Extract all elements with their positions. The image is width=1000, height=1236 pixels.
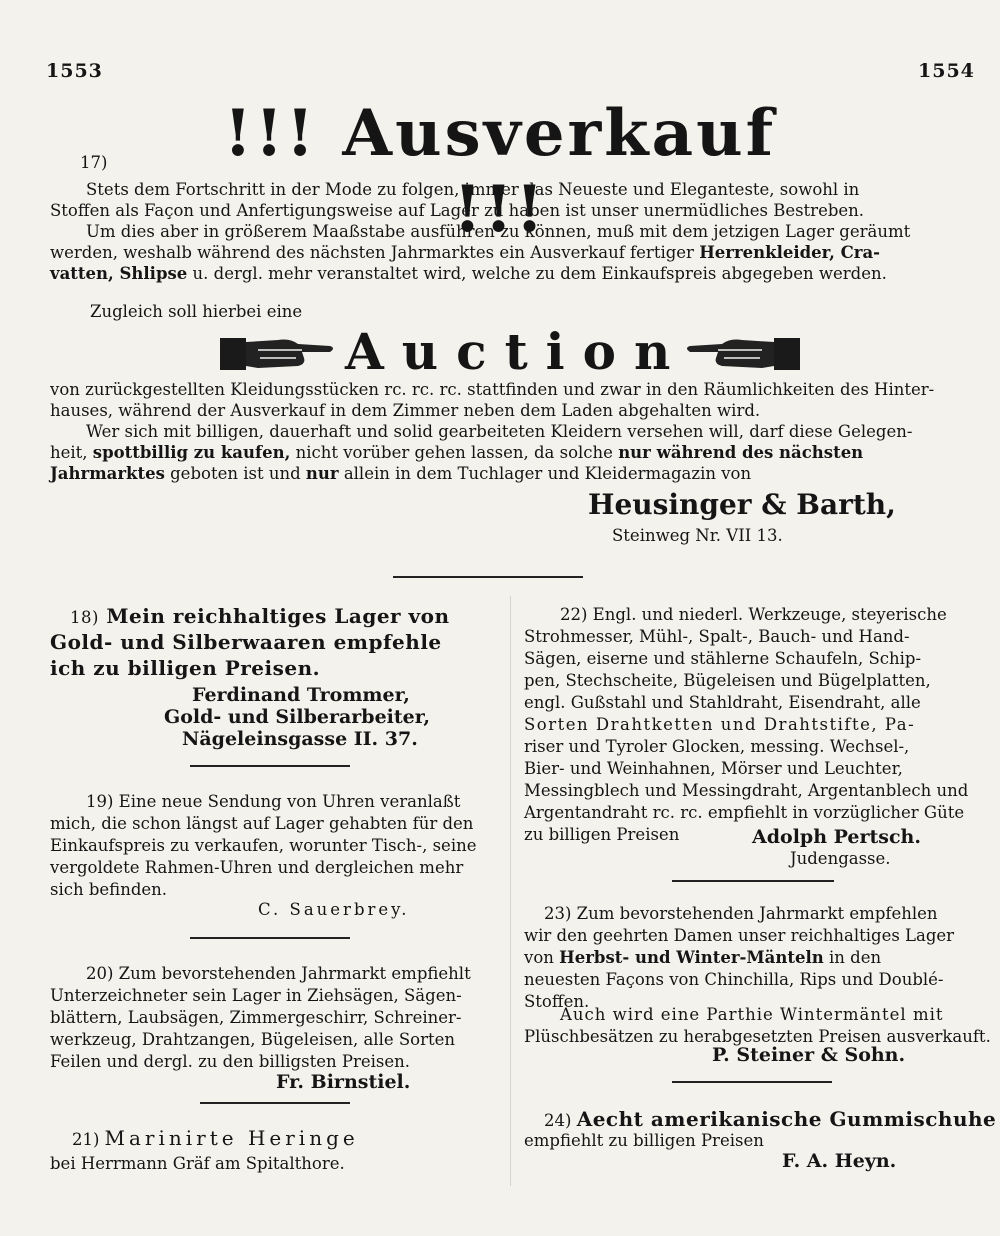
ad19-line: Einkaufspreis zu verkaufen, worunter Tisch-, seine	[50, 836, 477, 855]
ad24-title: Aecht amerikanische Gummischuhe	[576, 1107, 997, 1131]
ad17-line: Zugleich soll hierbei eine	[90, 302, 303, 321]
ad23-line	[524, 947, 980, 969]
ad20-line: werkzeug, Drahtzangen, Bügeleisen, alle Sorten	[50, 1030, 456, 1049]
ad23-line: neuesten Façons von Chinchilla, Rips und Doublé-	[524, 970, 944, 989]
naechsten-highlight: nur während des nächsten	[618, 443, 864, 462]
ad22-line: zu billigen Preisen	[524, 825, 680, 844]
ad20-line: 20) Zum bevorstehenden Jahrmarkt empfiehlt	[86, 964, 471, 983]
nur-highlight: nur	[305, 464, 339, 483]
maenteln-highlight: Herbst- und Winter-Mänteln	[559, 948, 824, 967]
ad17-number: 17)	[80, 153, 108, 172]
ad22-line: Sägen, eiserne und stählerne Schaufeln, Schip-	[524, 649, 922, 668]
spottbillig-highlight: spottbillig zu kaufen,	[92, 443, 291, 462]
ad17-line-text: heit,	[50, 443, 93, 462]
ad24-number: 24)	[544, 1111, 577, 1130]
firm-name: Heusinger & Barth,	[588, 488, 896, 521]
ad17-line	[50, 242, 980, 264]
spacer	[390, 292, 400, 293]
ad23-line: Auch wird eine Parthie Wintermäntel mit	[560, 1005, 944, 1024]
auction-title: Auction	[345, 322, 689, 381]
herrenkleider-highlight: Herrenkleider, Cra-	[699, 243, 881, 262]
ad18-signature: Nägeleinsgasse II. 37.	[182, 728, 418, 750]
ad17-line: Wer sich mit billigen, dauerhaft und solid gearbeiteten Kleidern versehen will, darf diese Gelegen-	[86, 422, 913, 441]
ad17-line	[50, 263, 980, 285]
ausverkauf-headline: !!! Ausverkauf !!!	[223, 96, 777, 247]
page-number-right: 1554	[918, 60, 975, 82]
ad17-line: hauses, während der Ausverkauf in dem Zimmer neben dem Laden abgehalten wird.	[50, 401, 761, 420]
ad17-line	[50, 463, 980, 485]
ad22-line: Argentandraht rc. rc. empfiehlt in vorzüglicher Güte	[524, 803, 965, 822]
ad23-line-text: von	[524, 948, 560, 967]
jahrmarktes-highlight: Jahrmarktes	[50, 464, 165, 483]
ad22-line: riser und Tyroler Glocken, messing. Wechsel-,	[524, 737, 910, 756]
ad19-line: vergoldete Rahmen-Uhren und dergleichen mehr	[50, 858, 464, 877]
firm-address: Steinweg Nr. VII 13.	[612, 526, 783, 545]
ad23-line: wir den geehrten Damen unser reichhaltiges Lager	[524, 926, 955, 945]
column-separator	[510, 596, 511, 1186]
ad21-title-line	[72, 1126, 359, 1151]
ad18-signature: Gold- und Silberarbeiter,	[164, 706, 430, 728]
ad19-line: 19) Eine neue Sendung von Uhren veranlaßt	[86, 792, 461, 811]
ad17-line	[50, 442, 980, 464]
ad22-line: Messingblech und Messingdraht, Argentanblech und	[524, 781, 969, 800]
ad17-line: Stets dem Fortschritt in der Mode zu folgen, immer das Neueste und Eleganteste, sowohl in	[86, 180, 860, 199]
ad24-title-line	[544, 1107, 996, 1132]
ad17-line-text: u. dergl. mehr veranstaltet wird, welche zu dem Einkaufspreis abgegeben werden.	[187, 264, 887, 283]
ad18-title-line	[70, 604, 500, 630]
ad20-line: Unterzeichneter sein Lager in Ziehsägen, Sägen-	[50, 986, 462, 1005]
section-divider	[672, 1081, 832, 1083]
cravatten-highlight: vatten, Shlipse	[50, 264, 188, 283]
page-number-left: 1553	[46, 60, 103, 82]
ad18	[70, 604, 500, 630]
ad23-line-text: in den	[823, 948, 882, 967]
ad20-signature: Fr. Birnstiel.	[276, 1071, 411, 1093]
ad22-line: pen, Stechscheite, Bügeleisen und Bügelplatten,	[524, 671, 931, 690]
ad18-title-line: ich zu billigen Preisen.	[50, 656, 321, 680]
section-divider	[190, 937, 350, 939]
section-divider	[393, 576, 583, 578]
ad23-line: Plüschbesätzen zu herabgesetzten Preisen ausverkauft.	[524, 1027, 991, 1046]
section-divider	[672, 880, 834, 882]
ad17-line-text: nicht vorüber gehen lassen, da solche	[290, 443, 619, 462]
ad22-line: Strohmesser, Mühl-, Spalt-, Bauch- und Hand-	[524, 627, 910, 646]
ad23-line: 23) Zum bevorstehenden Jahrmarkt empfehlen	[544, 904, 938, 923]
ad18-signature: Ferdinand Trommer,	[192, 684, 410, 706]
ad22-signature: Adolph Pertsch.	[752, 826, 921, 848]
section-divider	[190, 765, 350, 767]
ad19-line: sich befinden.	[50, 880, 168, 899]
ad20-line: Feilen und dergl. zu den billigsten Preisen.	[50, 1052, 410, 1071]
ad18-number: 18)	[70, 608, 99, 627]
ad22-line: 22) Engl. und niederl. Werkzeuge, steyerische	[560, 605, 947, 624]
ad19-line: mich, die schon längst auf Lager gehabten für den	[50, 814, 474, 833]
ad18-title-text: Mein reichhaltiges Lager von	[106, 604, 450, 628]
ad24-signature: F. A. Heyn.	[782, 1150, 897, 1172]
ad17-line-text: geboten ist und	[164, 464, 306, 483]
pointing-hand-left-icon	[684, 330, 802, 378]
ad20-line: blättern, Laubsägen, Zimmergeschirr, Schreiner-	[50, 1008, 462, 1027]
ad22-line: Bier- und Weinhahnen, Mörser und Leuchter,	[524, 759, 903, 778]
ad18-title-line: Gold- und Silberwaaren empfehle	[50, 630, 442, 654]
ad21-title: Marinirte Heringe	[104, 1126, 359, 1150]
ad17-line: Um dies aber in größerem Maaßstabe ausführen zu können, muß mit dem jetzigen Lager geräumt	[86, 222, 911, 241]
ad21-line: bei Herrmann Gräf am Spitalthore.	[50, 1154, 345, 1173]
ad23-line: Stoffen.	[524, 992, 590, 1011]
ad17-line: Stoffen als Façon und Anfertigungsweise auf Lager zu haben ist unser unermüdliches Bestreben.	[50, 201, 865, 220]
pointing-hand-right-icon	[218, 330, 336, 378]
ad21-number: 21)	[72, 1130, 100, 1149]
ad19-signature: C. Sauerbrey.	[258, 900, 410, 919]
ad17-line-text: allein in dem Tuchlager und Kleidermagazin von	[338, 464, 752, 483]
ad17-line: von zurückgestellten Kleidungsstücken rc. rc. rc. stattfinden und zwar in den Räumlichkeiten des Hinter-	[50, 380, 935, 399]
ad22-line: Sorten Drahtketten und Drahtstifte, Pa-	[524, 715, 916, 734]
section-divider	[200, 1102, 350, 1104]
ad22-line: engl. Gußstahl und Stahldraht, Eisendraht, alle	[524, 693, 921, 712]
ad23-signature: P. Steiner & Sohn.	[712, 1044, 906, 1066]
ad24-line: empfiehlt zu billigen Preisen	[524, 1131, 764, 1150]
ad17-line-text: werden, weshalb während des nächsten Jahrmarktes ein Ausverkauf fertiger	[50, 243, 700, 262]
ad22-address: Judengasse.	[790, 849, 891, 868]
